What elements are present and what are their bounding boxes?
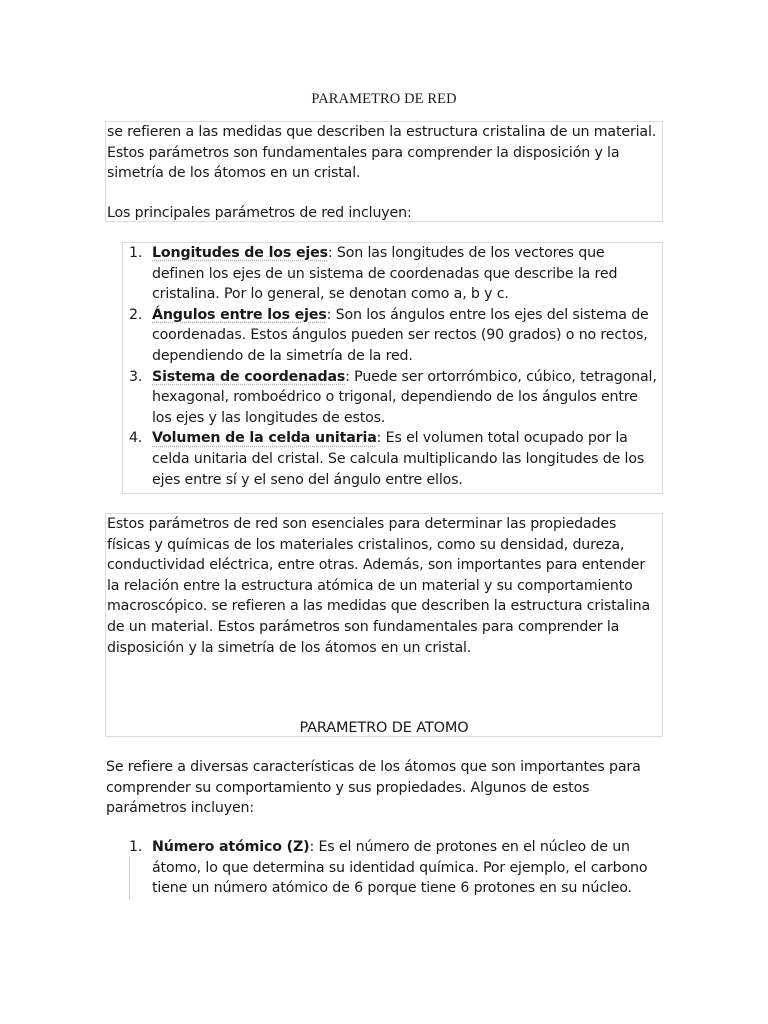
list-item-text: : Son los ángulos entre los ejes del sistema de coordenadas. Estos ángulos pueden ser rectos (90 grados) o no rectos, dependiendo de la simetría de la red. xyxy=(152,306,649,364)
list-item-term: Sistema de coordenadas xyxy=(152,368,346,385)
list-item-term: Longitudes de los ejes xyxy=(152,245,328,261)
list-item-term: Volumen de la celda unitaria xyxy=(152,430,377,447)
list-item xyxy=(123,243,663,305)
list-item xyxy=(123,305,663,367)
list-item-text: : Puede ser ortorrómbico, cúbico, tetragonal, hexagonal, romboédrico o trigonal, dependiendo de los ángulos entre los ejes y las longitudes de estos. xyxy=(152,368,657,426)
summary-text-box xyxy=(105,513,663,737)
list-item xyxy=(123,367,663,429)
intro-paragraph: se refieren a las medidas que describen la estructura cristalina de un material. Estos parámetros son fundamentales para comprender la disposición y la simetría de los átomos en un cristal. xyxy=(107,124,657,182)
page-title: PARAMETRO DE RED xyxy=(311,91,457,107)
list-item-number: 2. xyxy=(129,306,143,323)
atomo-parameters-list xyxy=(123,837,663,899)
list-item-number: 1. xyxy=(129,839,143,855)
list-item-term: Ángulos entre los ejes xyxy=(152,306,327,323)
list-item-term: Número atómico (Z) xyxy=(152,839,310,855)
summary-paragraph: Estos parámetros de red son esenciales para determinar las propiedades físicas y químicas de los materiales cristalinos, como su densidad, dureza, conductividad eléctrica, entre otras. Además, son importantes para entender la relación entre la estructura atómica de un material y su comportamiento macroscópico. se refieren a las medidas que describen la estructura cristalina de un material. Estos parámetros son fundamentales para comprender la disposición y la simetría de los átomos en un cristal. xyxy=(107,516,651,656)
list-item-number: 4. xyxy=(129,430,143,447)
list-item-text: : Es el número de protones en el núcleo de un átomo, lo que determina su identidad química. Por ejemplo, el carbono tiene un número atómico de 6 porque tiene 6 protones en su núcleo. xyxy=(152,839,648,897)
intro-text-box xyxy=(105,121,663,222)
list-item xyxy=(123,428,663,490)
list-item-number: 3. xyxy=(129,368,143,385)
list-item xyxy=(123,837,663,899)
atomo-intro-paragraph: Se refiere a diversas características de los átomos que son importantes para comprender su comportamiento y sus propiedades. Algunos de estos parámetros incluyen: xyxy=(106,759,641,817)
list-item-text: : Es el volumen total ocupado por la celda unitaria del cristal. Se calcula multiplicando las longitudes de los ejes entre sí y el seno del ángulo entre ellos. xyxy=(152,430,645,488)
red-parameters-list xyxy=(123,243,663,490)
intro-list-lead: Los principales parámetros de red incluyen: xyxy=(107,204,412,221)
list-item-text: : Son las longitudes de los vectores que definen los ejes de un sistema de coordenadas que describe la red cristalina. Por lo general, se denotan como a, b y c. xyxy=(152,245,618,303)
section-heading-atomo: PARAMETRO DE ATOMO xyxy=(299,720,469,736)
list-item-number: 1. xyxy=(129,245,143,261)
